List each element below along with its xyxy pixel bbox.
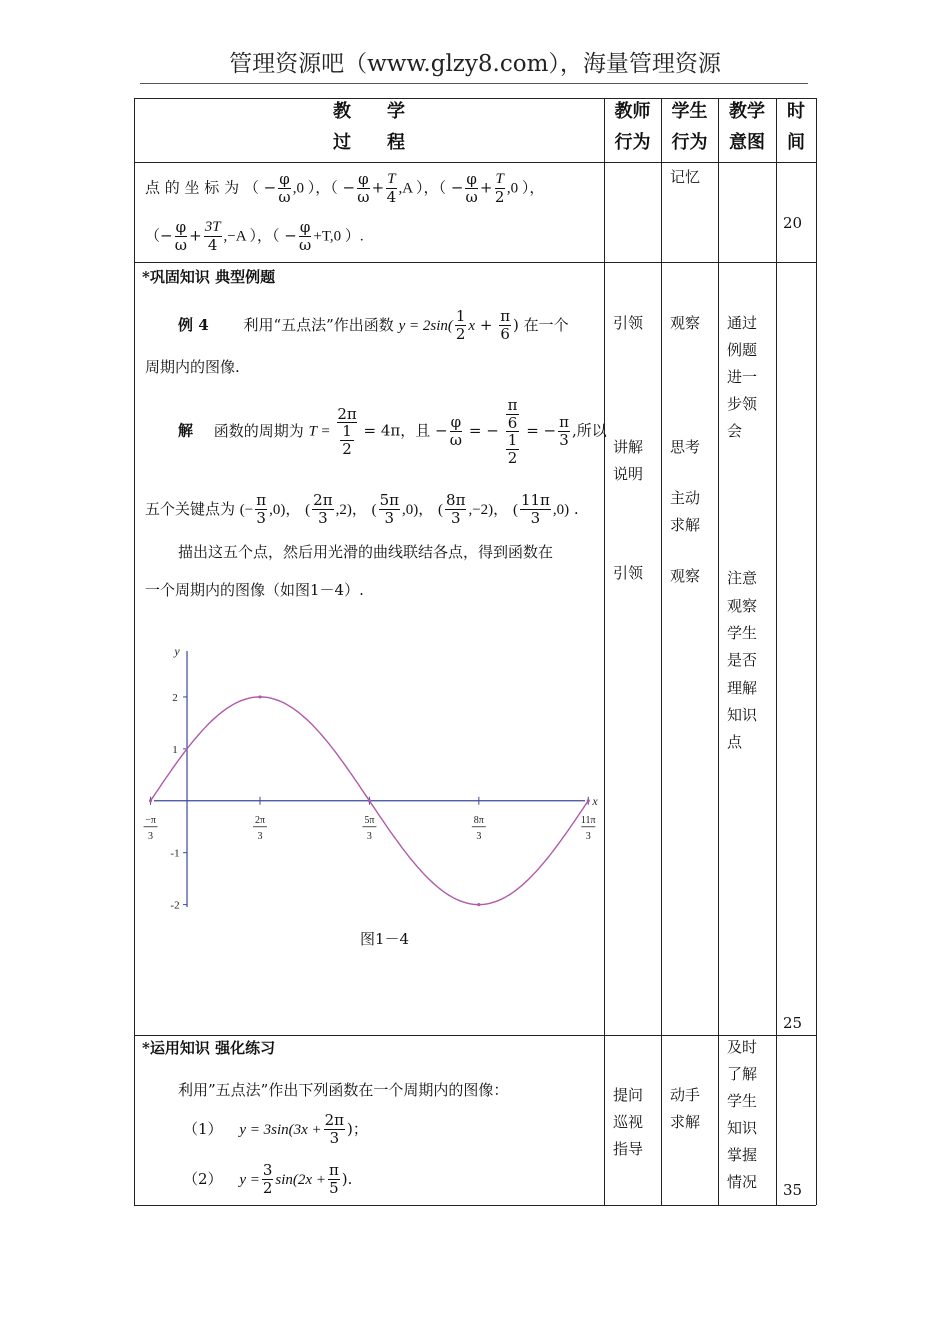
row2-student-4: 求解 xyxy=(670,516,701,534)
row2-keypoints-line: 五个关键点为 (− $\frac{\pi}{3}$ ,0)， ( $\frac{2\pi}{3}$ ,2)， ( $\frac{5\pi}{3}$ ,0)， ( $\frac{8\pi}{3}$ ,−2)， ( $\frac{11\pi}{3}$ ,0) . xyxy=(145,491,579,528)
key-point xyxy=(477,903,480,906)
x-tick-label-num: 2π xyxy=(254,814,266,826)
row2-draw-line2: 一个周期内的图像（如图1－4）. xyxy=(145,581,364,599)
header-process-line2: 过 程 xyxy=(333,132,405,153)
row2-example-line2: 周期内的图像. xyxy=(145,358,240,376)
row2-intent-b4: 是否 xyxy=(727,651,758,669)
row2-intent-a1: 通过 xyxy=(727,314,758,332)
row2-intent-b2: 观察 xyxy=(727,597,758,615)
key-point xyxy=(258,695,261,698)
x-tick-label-den: 3 xyxy=(476,830,482,842)
x-tick-label-num: 11π xyxy=(580,814,596,826)
row1-student-action: 记忆 xyxy=(670,168,701,186)
x-tick-label-den: 3 xyxy=(148,830,154,842)
row1-coords-line2: （− $\frac{\varphi}{\omega}$ + $\frac{3T}{4}$ ,−A ），（ − $\frac{\varphi}{\omega}$ +T,0 ）. xyxy=(145,217,364,255)
row2-intent-b5: 理解 xyxy=(727,679,758,697)
y-tick-label: -2 xyxy=(170,899,180,912)
x-tick-label-num: 5π xyxy=(364,814,375,826)
row3-item1: （1） y = 3sin(3x + $\frac{2\pi}{3}$ )； xyxy=(183,1111,368,1148)
row3-student-2: 求解 xyxy=(670,1113,701,1131)
header-intent-line1: 教学 xyxy=(729,101,765,122)
key-point xyxy=(587,799,590,802)
row2-teacher-1: 引领 xyxy=(613,314,644,332)
row1-time: 20 xyxy=(783,214,803,232)
row2-intent-b1: 注意 xyxy=(727,569,758,587)
x-axis-label: x xyxy=(592,793,598,808)
x-tick-label-den: 3 xyxy=(366,830,372,842)
y-tick-label: 1 xyxy=(172,743,178,756)
row2-teacher-2: 讲解 xyxy=(613,438,644,456)
row2-intent-a5: 会 xyxy=(727,422,743,440)
header-time-line1: 时 xyxy=(787,101,805,122)
page-header-title: 管理资源吧（www.glzy8.com），海量管理资源 xyxy=(229,51,721,77)
row3-intent-3: 学生 xyxy=(727,1092,758,1110)
row3-prompt: 利用”五点法”作出下列函数在一个周期内的图像： xyxy=(178,1081,509,1099)
row2-intent-b3: 学生 xyxy=(727,624,758,642)
row2-teacher-3: 说明 xyxy=(613,465,644,483)
row2-example-line: 例 4 利用“五点法”作出函数 y = 2sin( $\frac{1}{2}$ x + $\frac{\pi}{6}$ ) 在一个 xyxy=(178,307,569,344)
row1-coords-line1: 点 的 坐 标 为 （ − $\frac{\varphi}{\omega}$ ,0 ），（ − $\frac{\varphi}{\omega}$ + $\frac{T}{4}$ ,A ），（ − $\frac{\varphi}{\omega}$ + $\frac{T}{2}$ ,0 ）， xyxy=(145,169,545,207)
row2-draw-line1: 描出这五个点，然后用光滑的曲线联结各点，得到函数在 xyxy=(178,543,554,561)
header-intent-line2: 意图 xyxy=(729,132,765,153)
header-process-line1: 教 学 xyxy=(333,101,405,122)
row2-intent-b7: 点 xyxy=(727,733,743,751)
sine-chart xyxy=(140,645,605,915)
header-teacher-line1: 教师 xyxy=(614,101,651,122)
row3-intent-1: 及时 xyxy=(727,1038,758,1056)
row3-intent-4: 知识 xyxy=(727,1119,758,1137)
header-student-line1: 学生 xyxy=(671,101,708,122)
row3-section-title: *运用知识 强化练习 xyxy=(142,1039,276,1057)
row3-teacher-1: 提问 xyxy=(613,1086,644,1104)
row3-teacher-2: 巡视 xyxy=(613,1113,644,1131)
key-point xyxy=(368,799,371,802)
x-tick-label-num: −π xyxy=(145,814,156,826)
x-tick-label-num: 8π xyxy=(473,814,484,826)
y-tick-label: -1 xyxy=(170,847,180,860)
header-rule xyxy=(140,83,808,84)
row2-intent-b6: 知识 xyxy=(727,706,758,724)
row3-intent-5: 掌握 xyxy=(727,1146,758,1164)
row3-intent-6: 情况 xyxy=(727,1173,758,1191)
row2-intent-a3: 进一 xyxy=(727,368,758,386)
row2-section-title: *巩固知识 典型例题 xyxy=(142,268,276,286)
row2-intent-a4: 步领 xyxy=(727,395,758,413)
row2-student-1: 观察 xyxy=(670,314,701,332)
key-point xyxy=(149,799,152,802)
header-time-line2: 间 xyxy=(787,132,805,153)
row2-solution-line: 解 函数的周期为 T = 2π 1 2 = 4π，且 − $\frac{\varphi}{\omega}$ = − π 6 1 2 = − $\frac{\pi}{3}$ ,所以 xyxy=(178,396,607,467)
header-teacher-line2: 行为 xyxy=(614,132,651,153)
row3-item2: （2） y = $\frac{3}{2}$ sin(2x + $\frac{\pi}{5}$ ). xyxy=(183,1161,353,1198)
header-student-line2: 行为 xyxy=(671,132,708,153)
figure-caption: 图1－4 xyxy=(360,930,410,948)
row3-student-1: 动手 xyxy=(670,1086,701,1104)
x-tick-label-den: 3 xyxy=(257,830,263,842)
y-axis-label: y xyxy=(174,644,180,658)
x-tick-label-den: 3 xyxy=(585,830,591,842)
row2-student-3: 主动 xyxy=(670,489,701,507)
row2-time: 25 xyxy=(783,1014,803,1032)
row2-intent-a2: 例题 xyxy=(727,341,758,359)
row2-student-2: 思考 xyxy=(670,438,701,456)
row3-intent-2: 了解 xyxy=(727,1065,758,1083)
row2-student-5: 观察 xyxy=(670,567,701,585)
row3-teacher-3: 指导 xyxy=(613,1140,644,1158)
row3-time: 35 xyxy=(783,1181,803,1199)
row2-teacher-4: 引领 xyxy=(613,564,644,582)
y-tick-label: 2 xyxy=(172,691,178,704)
